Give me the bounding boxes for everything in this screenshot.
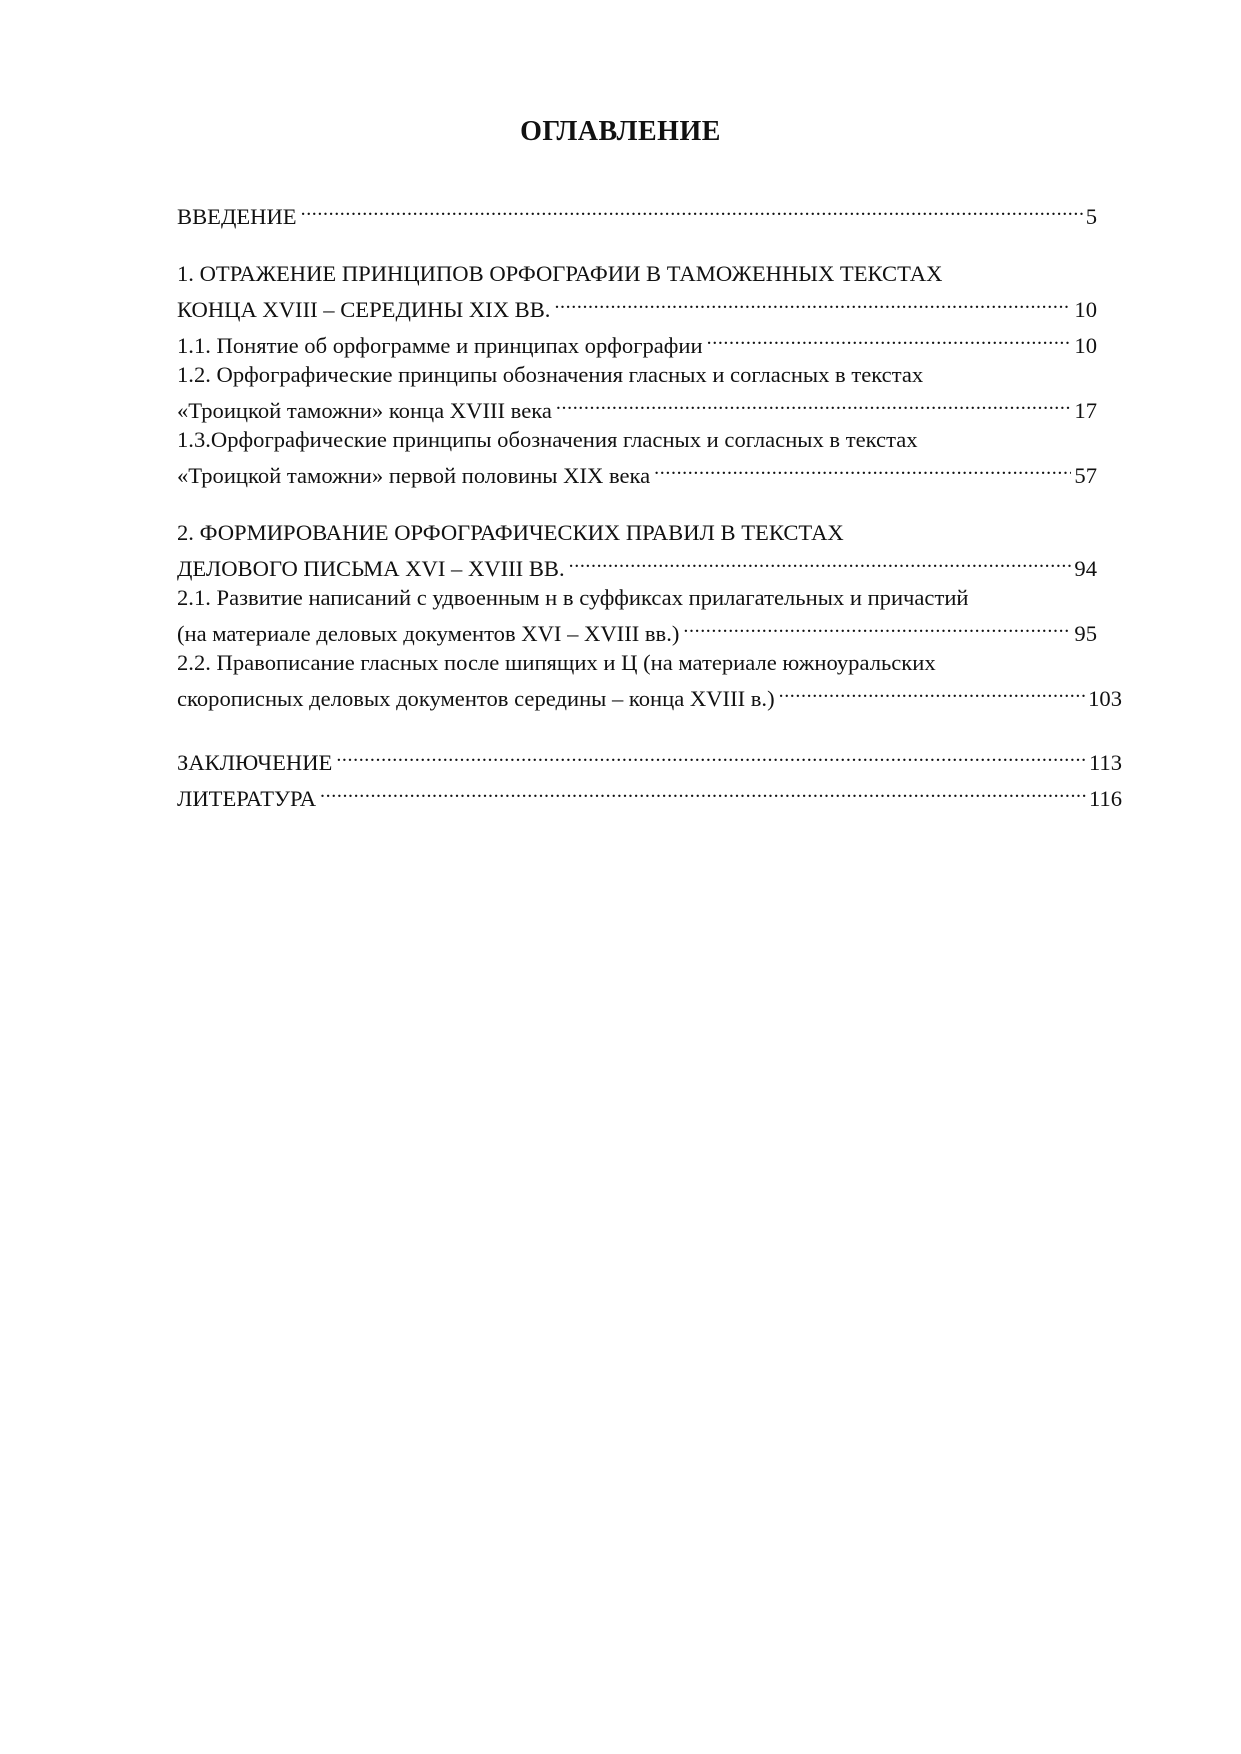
toc-entry-s2-1[interactable] (177, 612, 1122, 648)
toc-entry-ch2[interactable] (177, 547, 1122, 583)
toc-entry-label: скорописных деловых документов середины – конца XVIII в.) (177, 686, 775, 711)
toc-entry-label: КОНЦА XVIII – СЕРЕДИНЫ XIX ВВ. (177, 297, 551, 322)
toc-entry-intro[interactable] (177, 195, 1122, 231)
toc-entry-label: ЛИТЕРАТУРА (177, 786, 317, 811)
toc-entry-label: «Троицкой таможни» первой половины XIX века (177, 463, 651, 488)
dot-leader (301, 195, 1083, 224)
dot-leader (654, 454, 1071, 483)
toc-entry-page: 103 (1088, 686, 1122, 711)
toc-entry-ch1[interactable] (177, 288, 1122, 324)
toc-entry-page: 17 (1074, 398, 1097, 423)
toc-entry-s1-3-line1[interactable]: 1.3.Орфографические принципы обозначения гласных и согласных в текстах (177, 427, 918, 452)
toc-entry-page: 10 (1074, 333, 1097, 358)
toc-entry-page: 5 (1085, 204, 1097, 229)
toc-entry-page: 113 (1088, 750, 1122, 775)
toc-group-end (177, 741, 1122, 813)
toc-entry-page: 57 (1074, 463, 1097, 488)
toc-entry-page: 95 (1074, 621, 1097, 646)
toc-entry-s2-2[interactable] (177, 677, 1122, 713)
dot-leader (779, 677, 1086, 706)
toc-entry-s1-2[interactable] (177, 389, 1122, 425)
toc-group-intro (177, 195, 1122, 231)
toc-entry-label: «Троицкой таможни» конца XVIII века (177, 398, 552, 423)
dot-leader (683, 612, 1071, 641)
toc-group-chapter-1 (177, 259, 1122, 490)
toc-entry-ch1-line1[interactable]: 1. ОТРАЖЕНИЕ ПРИНЦИПОВ ОРФОГРАФИИ В ТАМОЖЕННЫХ ТЕКСТАХ (177, 261, 943, 286)
toc-entry-literature[interactable] (177, 777, 1122, 813)
toc-entry-label: ЗАКЛЮЧЕНИЕ (177, 750, 333, 775)
toc-entry-label: ВВЕДЕНИЕ (177, 204, 297, 229)
toc-entry-s1-2-line1[interactable]: 1.2. Орфографические принципы обозначения гласных и согласных в текстах (177, 362, 924, 387)
dot-leader (707, 324, 1072, 353)
toc-entry-label: 1.1. Понятие об орфограмме и принципах орфографии (177, 333, 703, 358)
dot-leader (320, 777, 1086, 806)
toc-entry-ch2-line1[interactable]: 2. ФОРМИРОВАНИЕ ОРФОГРАФИЧЕСКИХ ПРАВИЛ В ТЕКСТАХ (177, 520, 844, 545)
toc-entry-page: 94 (1074, 556, 1097, 581)
toc-entry-page: 116 (1088, 786, 1122, 811)
toc-entry-s2-2-line1[interactable]: 2.2. Правописание гласных после шипящих и Ц (на материале южноуральских (177, 650, 936, 675)
toc-entry-conclusion[interactable] (177, 741, 1122, 777)
toc-entry-label: ДЕЛОВОГО ПИСЬМА XVI – XVIII ВВ. (177, 556, 565, 581)
toc-entry-s2-1-line1[interactable]: 2.1. Развитие написаний с удвоенным н в суффиксах прилагательных и причастий (177, 585, 969, 610)
toc-entry-s1-3[interactable] (177, 454, 1122, 490)
table-of-contents (177, 195, 1122, 841)
dot-leader (554, 288, 1071, 317)
toc-entry-page: 10 (1074, 297, 1097, 322)
toc-entry-s1-1[interactable] (177, 324, 1122, 360)
page-title: ОГЛАВЛЕНИЕ (520, 116, 721, 147)
dot-leader (569, 547, 1072, 576)
dot-leader (336, 741, 1086, 770)
toc-group-chapter-2 (177, 518, 1122, 713)
toc-entry-label: (на материале деловых документов XVI – XVIII вв.) (177, 621, 680, 646)
dot-leader (556, 389, 1072, 418)
